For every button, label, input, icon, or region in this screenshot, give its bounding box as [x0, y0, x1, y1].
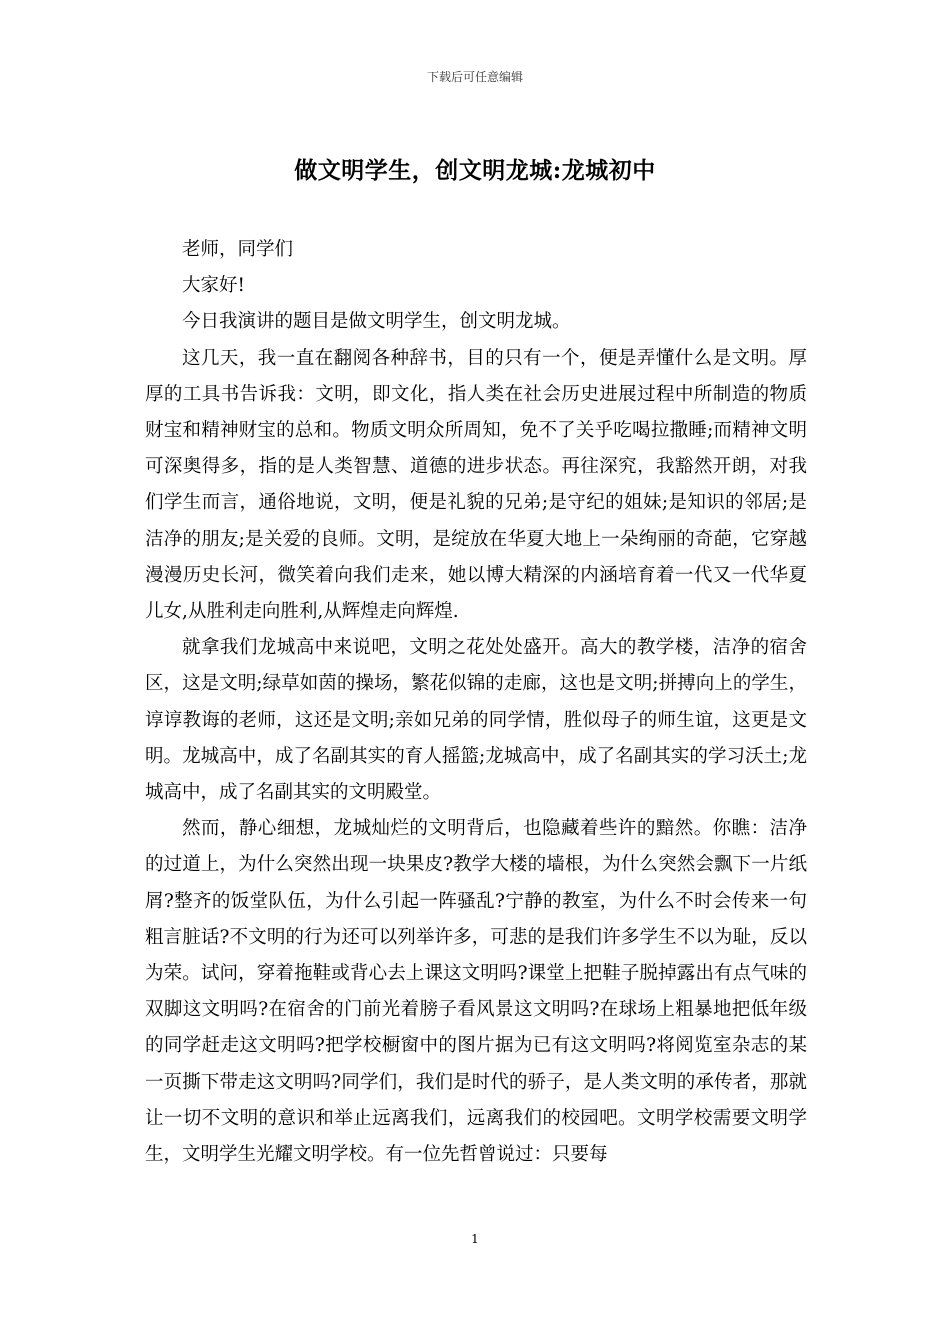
- salutation-paragraph: 老师，同学们: [182, 239, 294, 260]
- body-paragraph: 就拿我们龙城高中来说吧，文明之花处处盛开。高大的教学楼，洁净的宿舍区，这是文明;绿草如茵的操场，繁花似锦的走廊，这也是文明;拼搏向上的学生，谆谆教诲的老师，这还是文明;亲如兄弟的同学情，胜似母子的师生谊，这更是文明。龙城高中，成了名副其实的育人摇篮;龙城高中，成了名副其实的学习沃土;龙城高中，成了名副其实的文明殿堂。: [145, 637, 807, 804]
- document-title: 做文明学生，创文明龙城:龙城初中: [294, 157, 656, 184]
- body-paragraph: 这几天，我一直在翻阅各种辞书，目的只有一个，便是弄懂什么是文明。厚厚的工具书告诉我：文明，即文化，指人类在社会历史进展过程中所制造的物质财宝和精神财宝的总和。物质文明众所周知，免不了关乎吃喝拉撒睡;而精神文明可深奥得多，指的是人类智慧、道德的进步状态。再往深究，我豁然开朗，对我们学生而言，通俗地说，文明，便是礼貌的兄弟;是守纪的姐妹;是知识的邻居;是洁净的朋友;是关爱的良师。文明，是绽放在华夏大地上一朵绚丽的奇葩，它穿越漫漫历史长河，微笑着向我们走来，她以博大精深的内涵培育着一代又一代华夏儿女,从胜利走向胜利,从辉煌走向辉煌.: [145, 347, 807, 623]
- topic-paragraph: 今日我演讲的题目是做文明学生，创文明龙城。: [182, 311, 571, 333]
- document-body: [145, 232, 807, 1173]
- page-number: 1: [471, 1232, 479, 1246]
- greeting-paragraph: 大家好!: [182, 275, 245, 297]
- body-paragraph: 然而，静心细想，龙城灿烂的文明背后，也隐藏着些许的黯然。你瞧：洁净的过道上，为什么突然出现一块果皮?教学大楼的墙根，为什么突然会飘下一片纸屑?整齐的饭堂队伍，为什么引起一阵骚乱?宁静的教室，为什么不时会传来一句粗言脏话?不文明的行为还可以列举许多，可悲的是我们许多学生不以为耻，反以为荣。试问，穿着拖鞋或背心去上课这文明吗?课堂上把鞋子脱掉露出有点气味的双脚这文明吗?在宿舍的门前光着膀子看风景这文明吗?在球场上粗暴地把低年级的同学赶走这文明吗?把学校橱窗中的图片据为已有这文明吗?将阅览室杂志的某一页撕下带走这文明吗?同学们，我们是时代的骄子，是人类文明的承传者，那就让一切不文明的意识和举止远离我们，远离我们的校园吧。文明学校需要文明学生，文明学生光耀文明学校。有一位先哲曾说过：只要每: [145, 818, 807, 1166]
- header-note: 下载后可任意编辑: [426, 70, 523, 84]
